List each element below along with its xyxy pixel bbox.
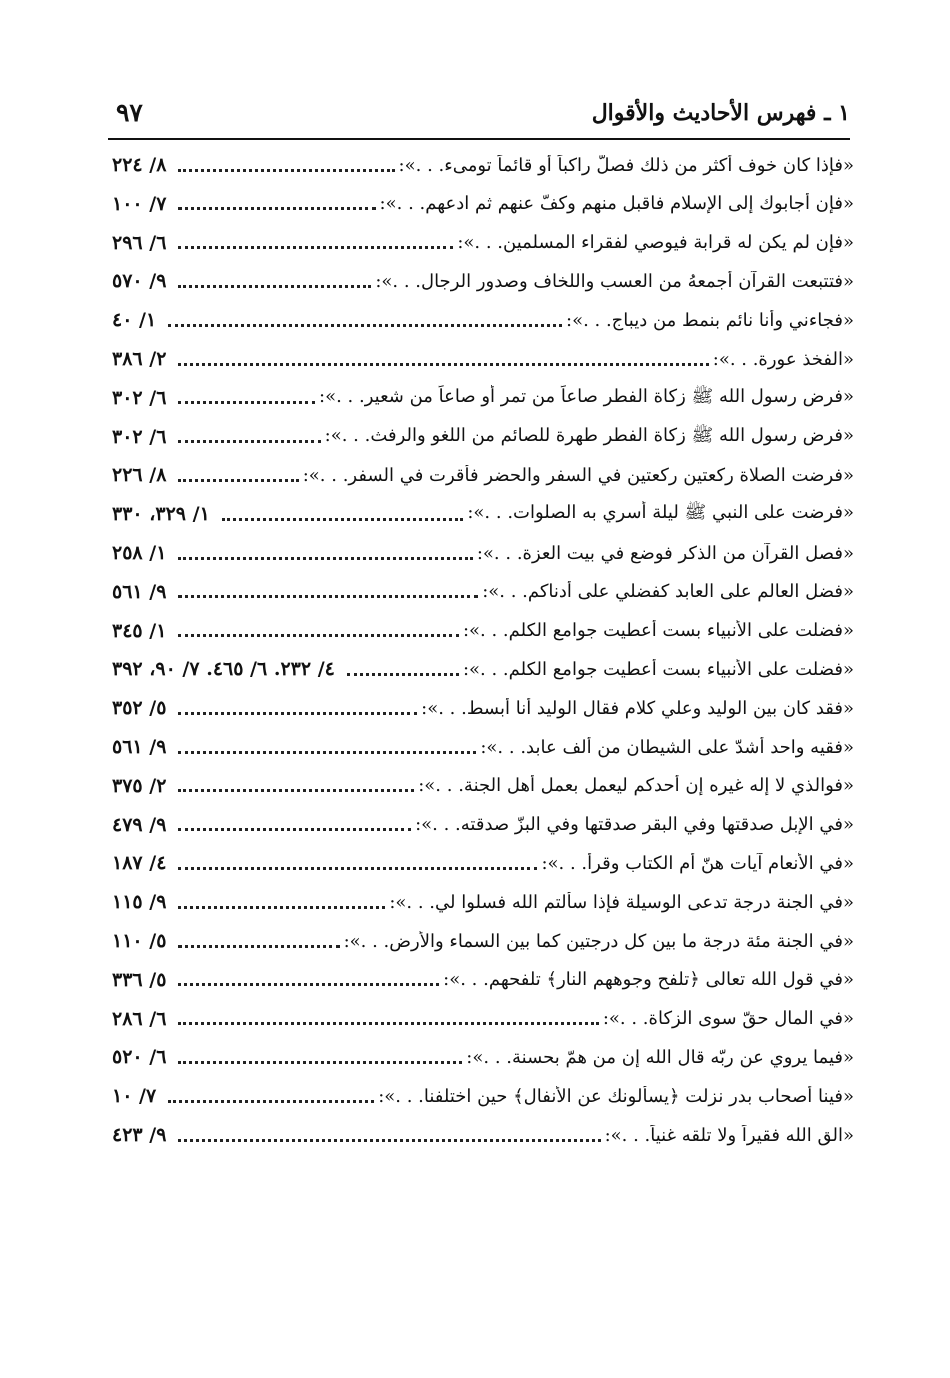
dot-leader	[178, 712, 417, 715]
index-entry	[112, 379, 854, 417]
entry-reference: ٩/ ٥٦١	[112, 580, 167, 603]
dot-leader	[178, 1139, 600, 1142]
entry-reference: ٢/ ٣٨٦	[112, 348, 167, 370]
dot-leader	[222, 518, 464, 521]
index-entry	[112, 1077, 854, 1115]
index-entry	[112, 1000, 854, 1038]
entry-reference: ٨/ ٢٢٤	[112, 154, 167, 176]
dot-leader	[178, 1022, 598, 1025]
entry-reference: ١/ ٤٠	[112, 309, 157, 332]
dot-leader	[178, 169, 394, 172]
entry-text: «في الأنعام آيات هنّ أم الكتاب وقرأ. . .»:	[541, 852, 854, 874]
running-title: ١ ـ فهرس الأحاديث والأقوال	[591, 100, 850, 126]
entry-reference: ١/ ٣٢٩، ٣٣٠	[112, 503, 210, 526]
entry-text: «فضل العالم على العابد كفضلي على أدناكم. . .»:	[482, 581, 854, 603]
entry-reference: ٩/ ٤٢٣	[112, 1124, 167, 1146]
entry-text: «فقيه واحد أشدّ على الشيطان من ألف عابد. . .»:	[480, 736, 854, 758]
index-entry	[112, 456, 854, 494]
index-entry	[112, 185, 854, 223]
dot-leader	[178, 906, 385, 909]
entry-reference: ٦/ ٣٠٢	[112, 386, 167, 409]
dot-leader	[178, 557, 472, 560]
index-entry	[112, 262, 854, 300]
index-entry	[112, 418, 854, 456]
entry-reference: ٨/ ٢٢٦	[112, 464, 167, 487]
page-number: ٩٧	[116, 98, 143, 127]
entry-text: «فضلت على الأنبياء بست أعطيت جوامع الكلم. . .»:	[462, 620, 854, 642]
index-entry	[112, 146, 854, 184]
entry-reference: ٩/ ٤٧٩	[112, 813, 167, 836]
entry-reference: ٦/ ٣٠٢	[112, 425, 167, 448]
entry-reference: ٥/ ٣٥٢	[112, 697, 167, 720]
entry-text: «فجاءني وأنا نائم بنمط من ديباج. . .»:	[566, 309, 854, 331]
entry-text: «فينا أصحاب بدر نزلت ﴿يسألونك عن الأنفال﴾ حين اختلفنا. . .»:	[378, 1085, 854, 1107]
entry-reference: ٥/ ٣٣٦	[112, 968, 167, 991]
entry-text: «فرضت على النبي ﷺ ليلة أسري به الصلوات. . .»:	[467, 502, 854, 524]
dot-leader	[178, 634, 459, 637]
index-entry	[112, 728, 854, 766]
dot-leader	[178, 440, 320, 443]
dot-leader	[178, 207, 375, 210]
index-entry	[112, 1038, 854, 1076]
index-entry	[112, 844, 854, 882]
entry-text: «في الإبل صدقتها وفي البقر صدقتها وفي البزّ صدقته. . .»:	[415, 814, 854, 836]
dot-leader	[178, 1061, 462, 1064]
hadith-index-list	[112, 146, 854, 1156]
entry-reference: ٦/ ٢٩٦	[112, 231, 167, 254]
entry-text: «فصل القرآن من الذكر فوضع في بيت العزة. . .»:	[476, 542, 854, 564]
dot-leader	[178, 867, 537, 870]
dot-leader	[178, 401, 315, 404]
entry-reference: ٩/ ٥٦١	[112, 736, 167, 758]
entry-text: «فإن أجابوك إلى الإسلام فاقبل منهم وكفّ عنهم ثم ادعهم. . .»:	[379, 193, 854, 215]
page-header	[108, 98, 850, 134]
entry-reference: ٢/ ٣٧٥	[112, 774, 167, 797]
entry-text: «فرضت الصلاة ركعتين ركعتين في السفر والحضر فأقرت في السفر. . .»:	[302, 464, 854, 486]
index-entry	[112, 806, 854, 844]
entry-reference: ٥/ ١١٠	[112, 930, 167, 952]
entry-reference: ٧/ ١٠٠	[112, 192, 167, 215]
entry-text: «فرض رسول الله ﷺ زكاة الفطر طهرة للصائم من اللغو والرفث. . .»:	[324, 424, 854, 446]
index-entry	[112, 224, 854, 262]
entry-text: «فقد كان بين الوليد وعلي كلام فقال الوليد أنا أبسط. . .»:	[421, 697, 854, 719]
entry-text: «فوالذي لا إله غيره إن أحدكم ليعمل بعمل أهل الجنة. . .»:	[418, 775, 854, 797]
entry-text: «في الجنة مئة درجة ما بين كل درجتين كما بين السماء والأرض. . .»:	[343, 930, 854, 952]
dot-leader	[168, 1100, 374, 1103]
dot-leader	[178, 246, 453, 249]
index-entry	[112, 573, 854, 611]
index-entry	[112, 650, 854, 688]
dot-leader	[178, 595, 478, 598]
index-entry	[112, 612, 854, 650]
dot-leader	[347, 673, 459, 676]
entry-text: «في الجنة درجة تدعى الوسيلة فإذا سألتم الله فسلوا لي. . .»:	[389, 891, 854, 913]
dot-leader	[178, 751, 476, 754]
entry-text: «الق الله فقيراً ولا تلقه غنياً. . .»:	[604, 1124, 854, 1146]
index-entry	[112, 883, 854, 921]
index-entry	[112, 961, 854, 999]
entry-reference: ٤/ ١٨٧	[112, 852, 167, 875]
header-divider	[108, 138, 850, 140]
dot-leader	[168, 324, 562, 327]
entry-reference: ٩/ ٥٧٠	[112, 270, 167, 293]
dot-leader	[178, 945, 339, 948]
index-entry	[112, 495, 854, 533]
entry-text: «فضلت على الأنبياء بست أعطيت جوامع الكلم. . .»:	[462, 658, 854, 680]
entry-reference: ٧/ ١٠	[112, 1085, 157, 1108]
entry-reference: ١/ ٣٤٥	[112, 619, 167, 642]
entry-reference: ٦/ ٢٨٦	[112, 1007, 167, 1030]
dot-leader	[178, 828, 411, 831]
index-entry	[112, 301, 854, 339]
index-entry	[112, 922, 854, 960]
entry-text: «فيما يروي عن ربّه قال الله إن من همّ بحسنة. . .»:	[466, 1046, 854, 1068]
entry-text: «فتتبعت القرآن أجمعهُ من العسب واللخاف وصدور الرجال. . .»:	[375, 270, 854, 292]
entry-text: «الفخذ عورة. . .»:	[712, 348, 854, 370]
entry-reference: ٦/ ٥٢٠	[112, 1046, 167, 1069]
dot-leader	[178, 789, 414, 792]
entry-reference: ٤/ ٢٣٢. ٦/ ٤٦٥. ٧/ ٩٠، ٣٩٢	[112, 658, 335, 681]
index-entry	[112, 534, 854, 572]
entry-text: «فإن لم يكن له قرابة فيوصي لفقراء المسلمين. . .»:	[457, 232, 854, 254]
entry-text: «فرض رسول الله ﷺ زكاة الفطر صاعاً من تمر أو صاعاً من شعير. . .»:	[319, 385, 854, 407]
index-entry	[112, 689, 854, 727]
entry-reference: ٩/ ١١٥	[112, 891, 167, 914]
entry-text: «في قول الله تعالى ﴿تلفح وجوههم النار﴾ تلفحهم. . .»:	[443, 969, 854, 991]
dot-leader	[178, 285, 371, 288]
dot-leader	[178, 363, 708, 366]
entry-reference: ١/ ٢٥٨	[112, 542, 167, 564]
index-entry	[112, 767, 854, 805]
index-entry	[112, 340, 854, 378]
entry-text: «فإذا كان خوف أكثر من ذلك فصلّ راكباً أو قائماً تومىء. . .»:	[398, 154, 854, 176]
dot-leader	[178, 983, 439, 986]
dot-leader	[178, 479, 298, 482]
index-entry	[112, 1116, 854, 1154]
entry-text: «في المال حقّ سوى الزكاة. . .»:	[602, 1008, 854, 1030]
